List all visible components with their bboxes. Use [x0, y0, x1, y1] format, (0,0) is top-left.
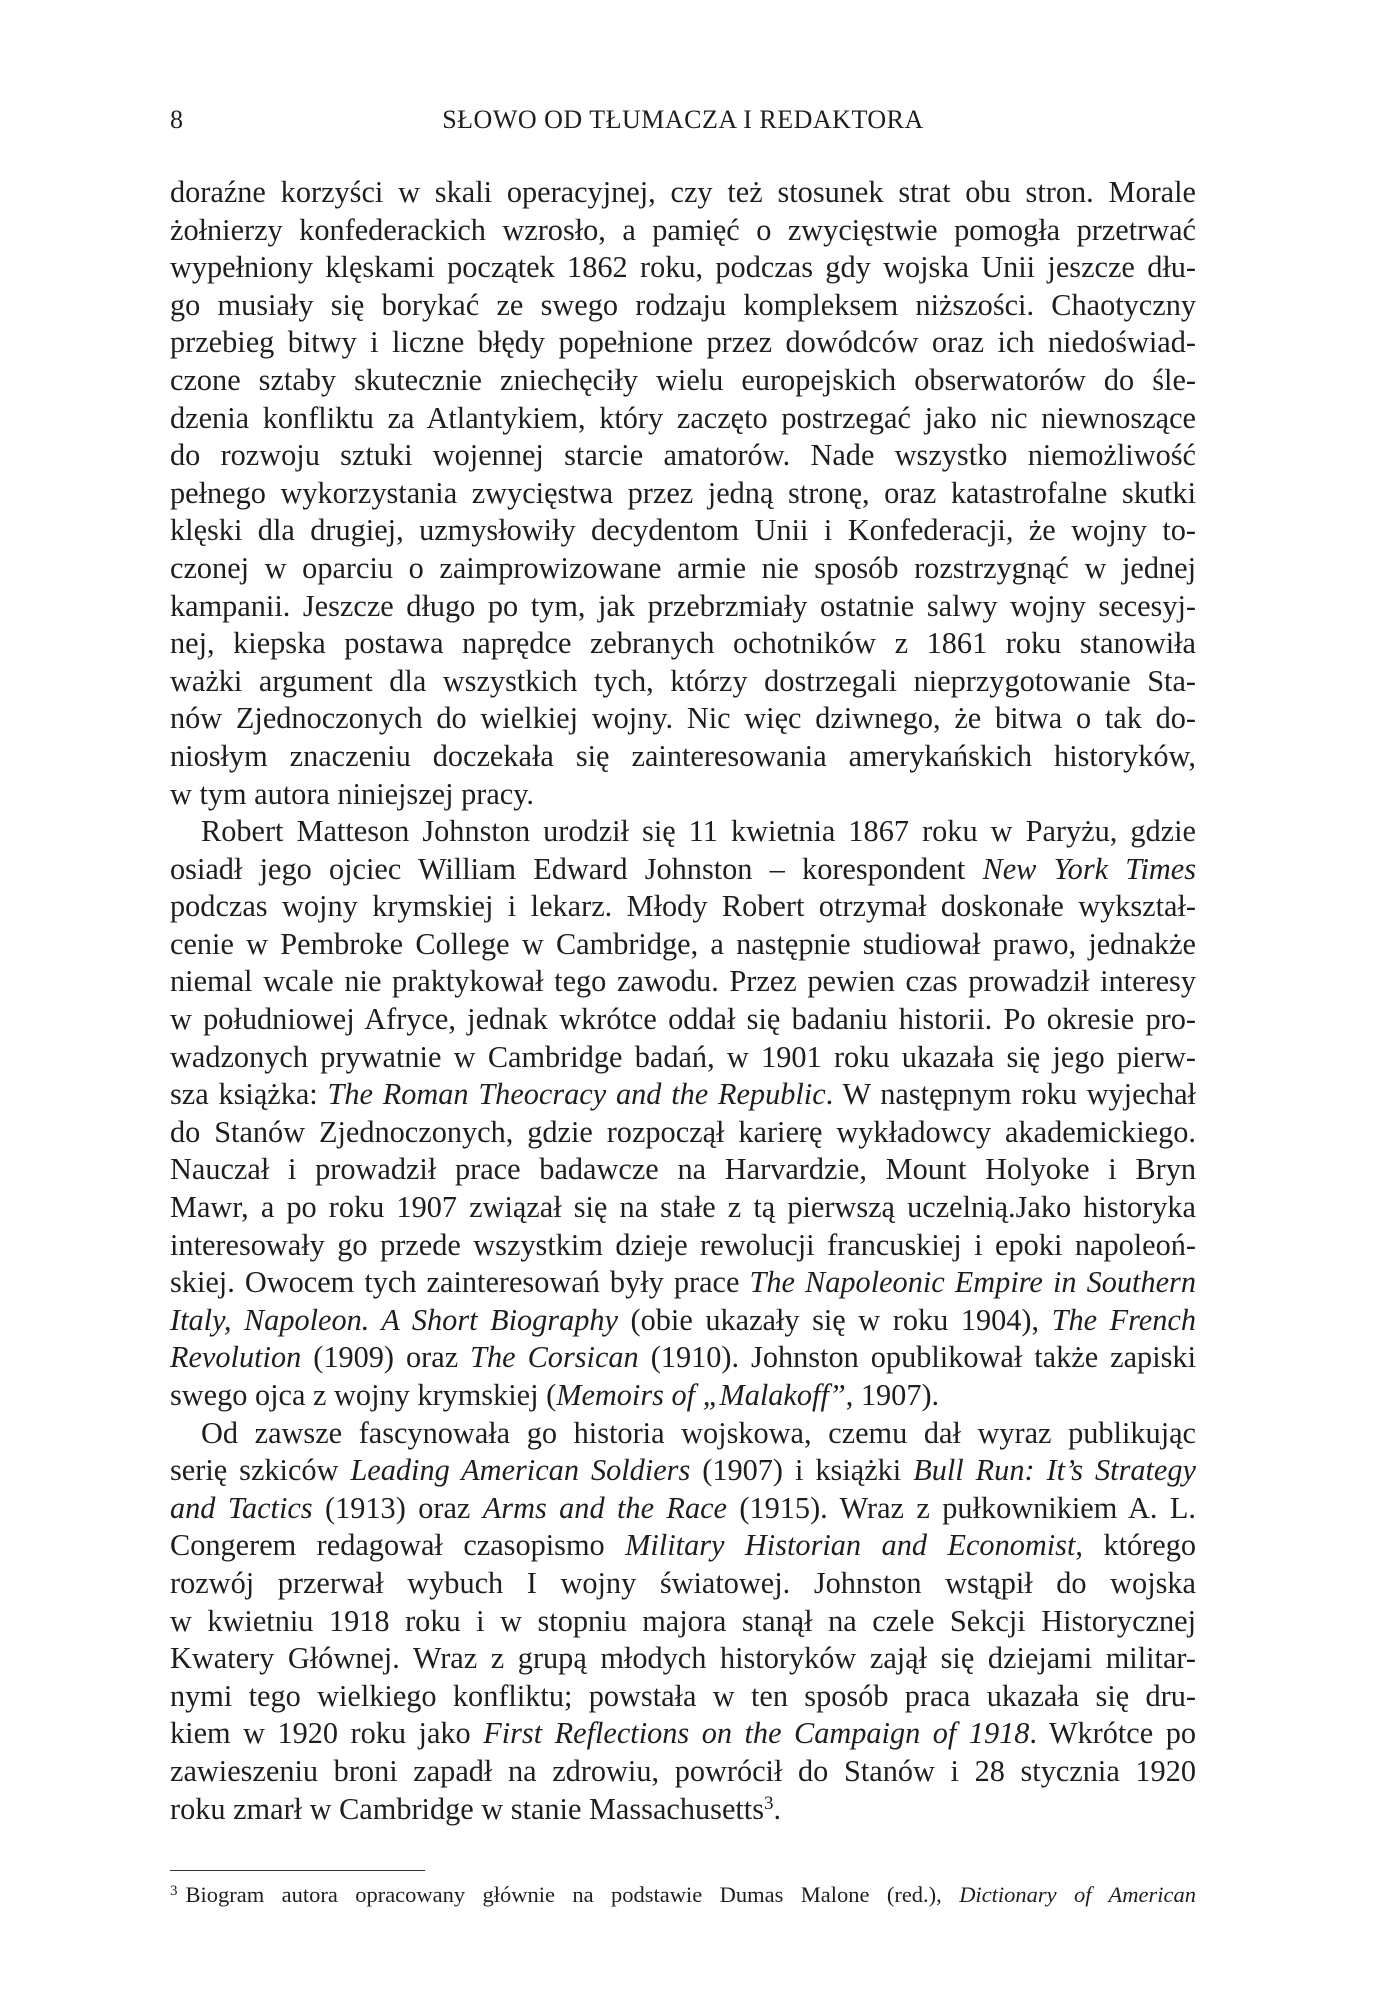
text-run: . Wkrótce po [1029, 1716, 1196, 1751]
text-run: dzenia konfliktu za Atlantykiem, który zaczęto postrzegać jako nic niewnoszące [170, 400, 1196, 435]
text-run: . [773, 1791, 782, 1826]
text-line [170, 1264, 1196, 1302]
text-line [170, 550, 1196, 588]
text-line [170, 1603, 1196, 1641]
text-run: (1907) i książki [690, 1453, 914, 1488]
text-run: roku zmarł w Cambridge w stanie Massachusetts [170, 1791, 765, 1826]
text-line [170, 174, 1196, 212]
text-run: doraźne korzyści w skali operacyjnej, czy też stosunek strat obu stron. Morale [170, 175, 1196, 209]
text-run: (1909) oraz [301, 1340, 471, 1375]
text-run: Robert Matteson Johnston urodził się 11 kwietnia 1867 roku w Paryżu, gdzie [201, 814, 1196, 849]
text-run: swego ojca z wojny krymskiej ( [170, 1378, 557, 1412]
italic-title: and Tactics [170, 1490, 313, 1525]
page-number: 8 [170, 105, 184, 134]
text-run: w południowej Afryce, jednak wkrótce oddał się badaniu historii. Po okresie pro- [170, 1002, 1196, 1037]
text-run: Nauczał i prowadził prace badawcze na Harvardzie, Mount Holyoke i Bryn [170, 1152, 1196, 1187]
text-line [170, 400, 1196, 438]
italic-title: Revolution [170, 1340, 302, 1375]
text-line [170, 926, 1196, 964]
text-run: w kwietniu 1918 roku i w stopniu majora stanął na czele Sekcji Historycznej [170, 1603, 1196, 1638]
text-run: wypełniony klęskami początek 1862 roku, podczas gdy wojska Unii jeszcze dłu- [170, 250, 1196, 285]
running-head [170, 100, 1196, 140]
text-run: pełnego wykorzystania zwycięstwa przez jedną stronę, oraz katastrofalne skutki [170, 475, 1196, 510]
italic-title: First Reflections on the Campaign of 1918 [483, 1716, 1030, 1751]
text-run: Od zawsze fascynowała go historia wojskowa, czemu dał wyraz publikując [201, 1415, 1196, 1450]
text-line [170, 588, 1196, 626]
text-line [170, 1302, 1196, 1340]
italic-title: Italy, Napoleon. A Short Biography [170, 1302, 618, 1337]
footnote-italic-title: Dictionary of American [959, 1882, 1196, 1907]
footnote-text: Biogram autora opracowany głównie na podstawie Dumas Malone (red.), [185, 1882, 960, 1907]
text-run: go musiały się borykać ze swego rodzaju kompleksem niższości. Chaotyczny [170, 287, 1196, 322]
italic-title: Bull Run: It’s Strategy [913, 1453, 1196, 1488]
text-line [170, 813, 1196, 851]
text-line [170, 1001, 1196, 1039]
italic-title: Arms and the Race [482, 1490, 727, 1525]
text-line [170, 512, 1196, 550]
text-line [170, 437, 1196, 475]
italic-title: The Napoleonic Empire in Southern [749, 1265, 1196, 1300]
text-run: niemal wcale nie praktykował tego zawodu. Przez pewien czas prowadził interesy [170, 964, 1196, 999]
text-line [170, 1565, 1196, 1603]
text-line [170, 963, 1196, 1001]
text-run: kiem w 1920 roku jako [170, 1716, 484, 1751]
text-line [170, 776, 1196, 814]
italic-title: The Corsican [470, 1340, 639, 1375]
text-line [170, 625, 1196, 663]
text-run: klęski dla drugiej, uzmysłowiły decydentom Unii i Konfederacji, że wojny to- [170, 513, 1196, 548]
text-line [170, 249, 1196, 287]
text-run: rozwój przerwał wybuch I wojny światowej. Johnston wstąpił do wojska [170, 1565, 1196, 1600]
text-run: Kwatery Głównej. Wraz z grupą młodych historyków zajął się dziejami militar- [170, 1641, 1196, 1676]
text-run: . W następnym roku wyjechał [825, 1077, 1196, 1112]
text-run: sza książka: [170, 1077, 328, 1112]
text-line [170, 475, 1196, 513]
footnote [170, 1880, 1196, 1910]
text-run: wadzonych prywatnie w Cambridge badań, w 1901 roku ukazała się jego pierw- [170, 1039, 1196, 1074]
text-line [170, 1339, 1196, 1377]
italic-title: Leading American Soldiers [350, 1453, 691, 1488]
text-line [170, 362, 1196, 400]
text-line [170, 287, 1196, 325]
text-run: serię szkiców [170, 1453, 351, 1488]
text-run: skiej. Owocem tych zainteresowań były prace [170, 1265, 750, 1300]
footnote-marker: 3 [170, 1883, 178, 1899]
text-run: podczas wojny krymskiej i lekarz. Młody Robert otrzymał doskonałe wykształ- [170, 889, 1196, 924]
text-run: Mawr, a po roku 1907 związał się na stałe z tą pierwszą uczelnią.Jako historyka [170, 1190, 1196, 1225]
text-run: kampanii. Jeszcze długo po tym, jak przebrzmiały ostatnie salwy wojny secesyj- [170, 588, 1196, 623]
text-line [170, 888, 1196, 926]
text-run: ważki argument dla wszystkich tych, którzy dostrzegali nieprzygotowanie Sta- [170, 663, 1196, 698]
text-line [170, 851, 1196, 889]
text-run: (obie ukazały się w roku 1904), [617, 1302, 1052, 1337]
text-line [170, 1151, 1196, 1189]
text-line [170, 1753, 1196, 1791]
text-run: nej, kiepska postawa naprędce zebranych ochotników z 1861 roku stanowiła [170, 626, 1196, 661]
text-run: do Stanów Zjednoczonych, gdzie rozpoczął karierę wykładowcy akademickiego. [170, 1114, 1196, 1149]
text-run: nymi tego wielkiego konfliktu; powstała w ten sposób praca ukazała się dru- [170, 1678, 1196, 1713]
italic-title: The French [1051, 1302, 1196, 1337]
text-line [170, 1189, 1196, 1227]
text-run: czonej w oparciu o zaimprowizowane armie nie sposób rozstrzygnąć w jednej [170, 550, 1196, 585]
text-line [170, 663, 1196, 701]
text-line [170, 1452, 1196, 1490]
text-line [170, 1527, 1196, 1565]
text-run: nów Zjednoczonych do wielkiej wojny. Nic więc dziwnego, że bitwa o tak do- [170, 701, 1196, 736]
text-run: przebieg bitwy i liczne błędy popełnione przez dowódców oraz ich niedoświad- [170, 325, 1196, 360]
text-line [170, 212, 1196, 250]
text-line [170, 1039, 1196, 1077]
running-title: SŁOWO OD TŁUMACZA I REDAKTORA [442, 105, 924, 134]
text-line [170, 1715, 1196, 1753]
text-run: , 1907). [845, 1378, 940, 1412]
text-run: cenie w Pembroke College w Cambridge, a następnie studiował prawo, jednakże [170, 926, 1196, 961]
italic-title: New York Times [982, 851, 1196, 886]
text-run: zawieszeniu broni zapadł na zdrowiu, powrócił do Stanów i 28 stycznia 1920 [170, 1753, 1196, 1788]
text-run: niosłym znaczeniu doczekała się zainteresowania amerykańskich historyków, [170, 738, 1196, 773]
text-run: (1910). Johnston opublikował także zapiski [638, 1340, 1196, 1375]
text-run: żołnierzy konfederackich wzrosło, a pamięć o zwycięstwie pomogła przetrwać [170, 212, 1196, 247]
text-run: , którego [1075, 1528, 1196, 1563]
text-line [170, 1076, 1196, 1114]
italic-title: Memoirs of „Malakoff” [556, 1378, 846, 1412]
text-line [170, 700, 1196, 738]
italic-title: The Roman Theocracy and the Republic [327, 1077, 826, 1112]
italic-title: Military Historian and Economist [625, 1528, 1076, 1563]
text-line [170, 1377, 1196, 1415]
text-line [170, 324, 1196, 362]
footnote-rule [170, 1870, 425, 1871]
text-line [170, 1227, 1196, 1265]
text-run: (1913) oraz [312, 1490, 483, 1525]
main-text [170, 174, 1196, 1828]
text-line [170, 738, 1196, 776]
text-line [170, 1640, 1196, 1678]
text-line [170, 1114, 1196, 1152]
text-run: osiadł jego ojciec William Edward Johnston – korespondent [170, 851, 983, 886]
text-run: do rozwoju sztuki wojennej starcie amatorów. Nade wszystko niemożliwość [170, 438, 1196, 473]
text-run: (1915). Wraz z pułkownikiem A. L. [726, 1490, 1196, 1525]
footnote-reference: 3 [764, 1792, 774, 1814]
text-run: Congerem redagował czasopismo [170, 1528, 626, 1563]
text-line [170, 1678, 1196, 1716]
text-line [170, 1791, 1196, 1829]
text-line [170, 1490, 1196, 1528]
text-run: czone sztaby skutecznie zniechęciły wielu europejskich obserwatorów do śle- [170, 362, 1196, 397]
text-run: interesowały go przede wszystkim dzieje rewolucji francuskiej i epoki napoleoń- [170, 1227, 1196, 1262]
text-line [170, 1415, 1196, 1453]
text-run: w tym autora niniejszej pracy. [170, 776, 534, 811]
